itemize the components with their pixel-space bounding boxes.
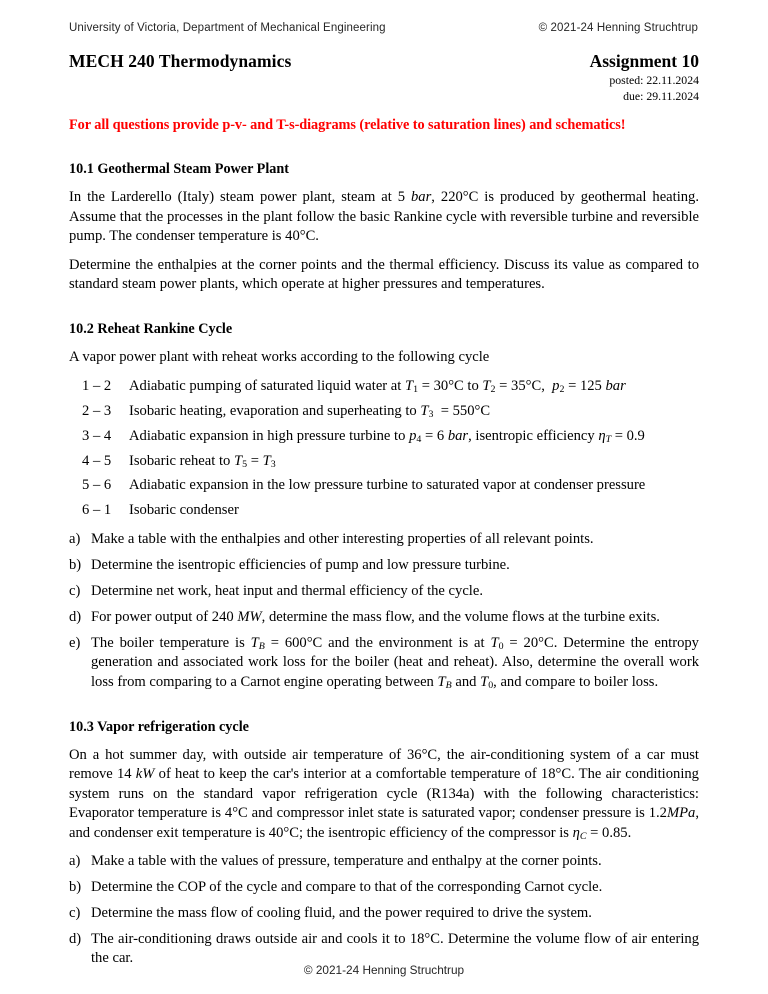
section-10-3-item-list [69,852,699,969]
list-item-key: a) [69,530,81,547]
list-item-text: For power output of 240 MW, determine the mass flow, and the volume flows at the turbine exits. [91,608,660,625]
list-item-text: Determine the mass flow of cooling fluid, and the power required to drive the system. [91,905,592,921]
list-item-key: c) [69,582,81,599]
list-item-text: Make a table with the values of pressure, temperature and enthalpy at the corner points. [91,853,602,870]
list-item [69,878,699,897]
section-10-1-paragraph-2: Determine the enthalpies at the corner points and the thermal efficiency. Discuss its value as compared to standard steam power plants, which operate at higher pressures and temperatures. [69,256,699,292]
posted-date: posted: 22.11.2024 [609,73,699,87]
list-item-key: b) [69,556,82,573]
cycle-step-key: 4 – 5 [82,452,112,469]
list-item-text: Make a table with the enthalpies and other interesting properties of all relevant points. [91,530,594,547]
cycle-step-text: Isobaric heating, evaporation and superheating to $T_3 = 550^\circ C$ [129,402,491,420]
list-item-text: Determine the COP of the cycle and compare to that of the corresponding Carnot cycle. [91,879,603,896]
course-title: MECH 240 Thermodynamics [69,51,292,71]
list-item [69,852,699,871]
section-10-3-heading: 10.3 Vapor refrigeration cycle [69,719,249,736]
section-10-2 [69,321,699,692]
list-item [69,904,699,923]
cycle-step-key: 6 – 1 [82,502,112,519]
cycle-step-text: Adiabatic expansion in the low pressure turbine to saturated vapor at condenser pressure [129,477,646,494]
affiliation-text: University of Victoria, Department of Mechanical Engineering [69,22,386,34]
section-10-2-intro: A vapor power plant with reheat works according to the following cycle [69,349,490,366]
cycle-step-list [69,377,699,521]
cycle-step-key: 3 – 4 [82,427,112,444]
cycle-step-text: Adiabatic expansion in high pressure turbine to $p_4 = 6$ bar, isentropic efficiency $\eta_T = 0.9$ [129,427,645,445]
cycle-step-key: 5 – 6 [82,477,112,494]
cycle-step [69,377,699,396]
list-item [69,582,699,601]
list-item [69,530,699,549]
due-date: due: 29.11.2024 [623,88,699,103]
list-item-text: The air-conditioning draws outside air and cools it to 18°C. Determine the volume flow of air entering the car. [91,930,699,967]
list-item-key: b) [69,879,82,896]
list-item-text: Determine the isentropic efficiencies of pump and low pressure turbine. [91,556,510,573]
list-item-key: a) [69,853,81,870]
list-item [69,556,699,575]
list-item-key: d) [69,930,82,947]
cycle-step-key: 2 – 3 [82,402,112,419]
section-10-2-item-list [69,530,699,692]
section-10-3 [69,719,699,969]
assignment-title: Assignment 10 [589,51,699,71]
list-item [69,634,699,692]
cycle-step-key: 1 – 2 [82,377,112,394]
cycle-step-text: Isobaric reheat to $T_5 = T_3$ [129,452,276,470]
cycle-step [69,501,699,520]
list-item-key: c) [69,905,81,921]
list-item-text: The boiler temperature is $T_B = 600^\circ C$ and the environment is at $T_0 = 20^\circ C$. Determine the entropy generation and associated work loss for the boiler (heat and reheat). Also, determine the overall work loss from comparing to a Carnot engine operating between $T_B$ and $T_0$, and compare to boiler loss. [91,634,699,691]
cycle-step-text: Adiabatic pumping of saturated liquid water at $T_1 = 30^\circ C$ to $T_2 = 35^\circ C$, $p_2 = 125$ bar [129,377,626,395]
title-row [69,51,699,72]
section-10-3-paragraph-1: On a hot summer day, with outside air temperature of 36°C, the air-conditioning system of a car must remove 14 kW of heat to keep the car's interior at a comfortable temperature of 18°C. The air conditioning system runs on the standard vapor refrigeration cycle (R134a) with the following characteristics: Evaporator temperature is 4°C and compressor inlet state is saturated vapor; condenser pressure is 1.2MPa, and condenser exit temperature is 40°C; the isentropic efficiency of the compressor is $\eta_C = 0.85$. [69,747,699,842]
cycle-step [69,402,699,421]
page-footer [0,963,768,977]
instructions-notice: For all questions provide p-v- and T-s-diagrams (relative to saturation lines) and schematics! [69,117,626,134]
cycle-step [69,452,699,471]
section-10-1-paragraph-1: In the Larderello (Italy) steam power plant, steam at 5 bar, 220°C is produced by geothermal heating. Assume that the processes in the plant follow the basic Rankine cycle with reversible turbine and reversible pump. The condenser temperature is 40°C. [69,189,700,245]
page-header [69,22,699,34]
list-item-key: e) [69,634,81,651]
cycle-step-text: Isobaric condenser [129,502,239,519]
list-item-key: d) [69,608,82,625]
footer-copyright: © 2021-24 Henning Struchtrup [303,963,465,977]
list-item-text: Determine net work, heat input and thermal efficiency of the cycle. [91,582,483,599]
list-item [69,608,699,627]
section-10-1-heading: 10.1 Geothermal Steam Power Plant [69,161,289,178]
cycle-step [69,427,699,446]
section-10-1 [69,161,699,294]
cycle-step [69,476,699,495]
section-10-2-heading: 10.2 Reheat Rankine Cycle [69,321,233,338]
header-copyright: © 2021-24 Henning Struchtrup [538,22,698,34]
assignment-dates [69,73,699,104]
